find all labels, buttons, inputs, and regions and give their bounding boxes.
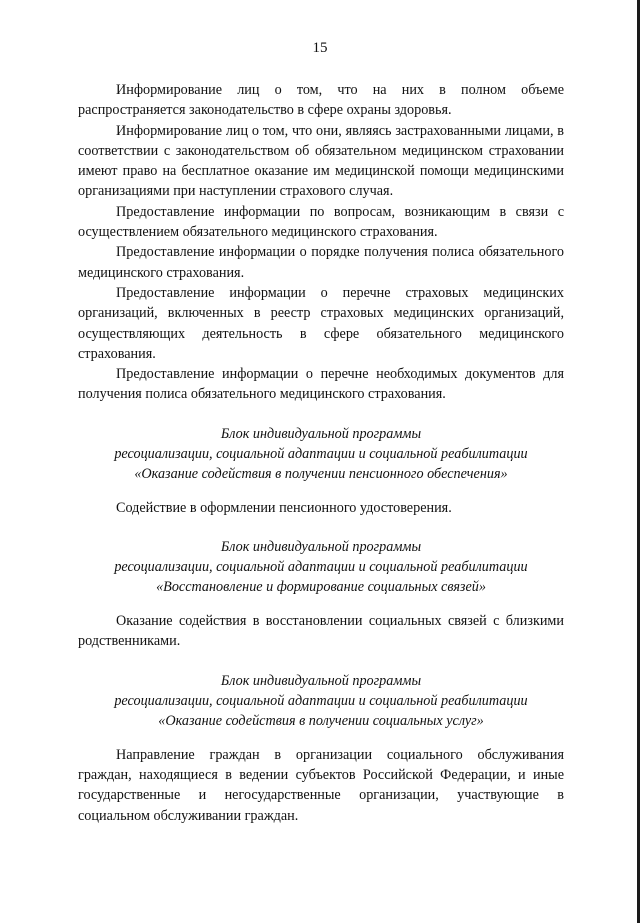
block-heading-social-ties [78, 537, 564, 597]
block-heading-line: ресоциализации, социальной адаптации и социальной реабилитации [114, 559, 528, 576]
block-heading-line: ресоциализации, социальной адаптации и социальной реабилитации [114, 445, 528, 462]
paragraph-health-legislation: Информирование лиц о том, что на них в полном объеме распространяется законодательство в сфере охраны здоровья. [78, 82, 564, 119]
block-heading-title: «Оказание содействия в получении социальных услуг» [158, 712, 484, 729]
paragraph-social-organizations: Направление граждан в организации социального обслуживания граждан, находящиеся в ведении субъектов Российской Федерации, и иные государственные и негосударственные организации, участвующие в социальном обслуживании граждан. [78, 746, 564, 824]
paragraph-relatives: Оказание содействия в восстановлении социальных связей с близкими родственниками. [78, 613, 564, 650]
block-heading-line: Блок индивидуальной программы [220, 539, 422, 556]
paragraph-policy-procedure: Предоставление информации о порядке получения полиса обязательного медицинского страхования. [78, 244, 564, 281]
block-heading-title: «Восстановление и формирование социальных связей» [156, 579, 486, 596]
block-heading-social-services [78, 671, 564, 731]
paragraph-insured-rights: Информирование лиц о том, что они, являясь застрахованными лицами, в соответствии с законодательством об обязательном медицинском страховании имеют право на бесплатное оказание им медицинской помощи медицинскими организациями при наступлении страхового случая. [78, 122, 564, 200]
paragraph-insurance-questions: Предоставление информации по вопросам, возникающим в связи с осуществлением обязательного медицинского страхования. [78, 203, 564, 241]
paragraph-required-documents: Предоставление информации о перечне необходимых документов для получения полиса обязательного медицинского страхования. [78, 366, 564, 403]
document-body [78, 80, 564, 826]
page-number: 15 [312, 40, 328, 56]
block-heading-line: Блок индивидуальной программы [220, 672, 422, 689]
paragraph-insurers-list: Предоставление информации о перечне страховых медицинских организаций, включенных в реестр страховых медицинских организаций, осуществляющих деятельность в сфере обязательного медицинского страхования. [78, 284, 564, 362]
block-heading-line: ресоциализации, социальной адаптации и социальной реабилитации [114, 692, 528, 709]
paragraph-pension-certificate: Содействие в оформлении пенсионного удостоверения. [116, 499, 452, 516]
block-heading-line: Блок индивидуальной программы [220, 425, 422, 442]
block-heading-title: «Оказание содействия в получении пенсионного обеспечения» [134, 465, 508, 482]
block-heading-pension [78, 424, 564, 484]
